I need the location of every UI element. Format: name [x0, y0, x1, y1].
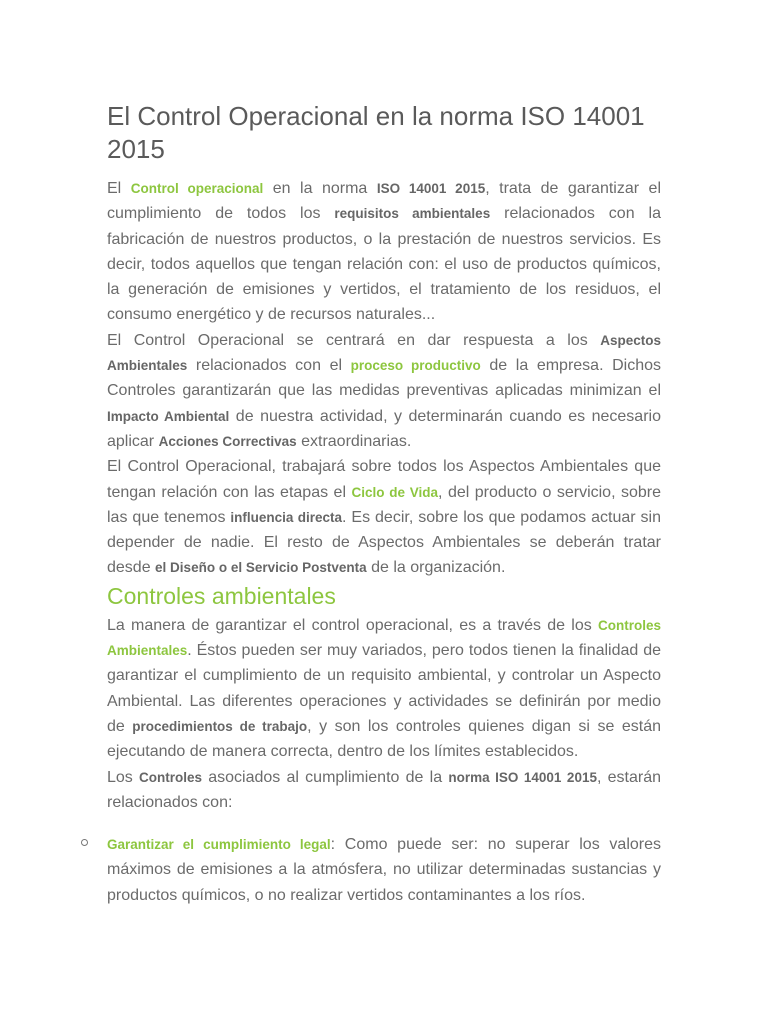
bold-norma-iso: norma ISO 14001 2015 — [448, 769, 597, 785]
bold-influencia-directa: influencia directa — [230, 509, 342, 525]
text-run: extraordinarias. — [296, 432, 412, 450]
bold-iso-norm: ISO 14001 2015 — [376, 181, 486, 196]
bullet-list — [107, 832, 661, 908]
text-run: en la norma — [263, 180, 377, 197]
paragraph-ciclo-vida — [107, 454, 661, 580]
paragraph-relacionados — [107, 765, 661, 816]
bold-acciones-correctivas: Acciones Correctivas — [158, 433, 297, 449]
highlight-control-operacional: Control operacional — [130, 181, 264, 196]
bold-controles: Controles — [139, 769, 203, 785]
bold-procedimientos: procedimientos de trabajo — [132, 718, 308, 734]
text-run: : Como puede ser: no superar los valores máximos de emisiones a la atmósfera, no utilizar determinadas sustancias y productos químicos, o no realizar vertidos contaminantes a los ríos. — [107, 836, 662, 904]
bullet-text — [107, 832, 661, 908]
text-run: El — [107, 180, 131, 197]
hollow-circle-bullet-icon — [81, 839, 88, 846]
highlight-proceso-productivo: proceso productivo — [350, 358, 481, 374]
text-run: El Control Operacional se centrará en dar respuesta a los — [107, 331, 601, 349]
text-run: de la organización. — [366, 559, 506, 577]
bold-diseno-postventa: el Diseño o el Servicio Postventa — [155, 560, 367, 576]
text-run: , estarán relacionados con: — [107, 768, 661, 811]
text-run: relacionados con la fabricación de nuestros productos, o la prestación de nuestros servicios. Es decir, todos aquellos que tengan relación con: el uso de productos químicos, la generación de emisiones y vertidos, el tratamiento de los residuos, el consumo energético y de recursos naturales... — [107, 205, 661, 324]
bold-aspectos-ambientales: Aspectos Ambientales — [107, 332, 661, 374]
text-run: , y son los controles quienes digan si se están ejecutando de manera correcta, dentro de los límites establecidos. — [107, 717, 661, 761]
paragraph-intro — [107, 176, 661, 328]
page-title: El Control Operacional en la norma ISO 14001 2015 — [107, 101, 645, 164]
article-body — [107, 100, 661, 908]
bold-requisitos-ambientales: requisitos ambientales — [334, 206, 491, 222]
paragraph-controles — [107, 613, 661, 765]
text-run: Los — [107, 768, 140, 786]
text-run: La manera de garantizar el control operacional, es a través de los — [107, 616, 598, 634]
highlight-controles-ambientales: Controles Ambientales — [107, 617, 661, 659]
text-run: asociados al cumplimiento de la — [202, 768, 449, 786]
section-heading-controles: Controles ambientales — [107, 582, 336, 609]
text-run: de la empresa. Dichos Controles garantizarán que las medidas preventivas aplicadas minimizan el — [107, 357, 662, 400]
paragraph-aspectos — [107, 328, 661, 454]
text-run: . Éstos pueden ser muy variados, pero todos tienen la finalidad de garantizar el cumplimiento de un requisito ambiental, y controlar un Aspecto Ambiental. Las diferentes operaciones y actividades se definirán por medio de — [107, 642, 661, 735]
bold-impacto-ambiental: Impacto Ambiental — [107, 408, 230, 424]
text-run: El Control Operacional, trabajará sobre todos los Aspectos Ambientales que tengan relación con las etapas el — [107, 458, 661, 501]
text-run: relacionados con el — [187, 357, 351, 375]
highlight-ciclo-de-vida: Ciclo de Vida — [351, 484, 439, 500]
text-run: de nuestra actividad, y determinarán cuando es necesario aplicar — [107, 407, 661, 450]
text-run: , del producto o servicio, sobre las que tenemos — [107, 483, 662, 526]
text-run: , trata de garantizar el cumplimiento de todos los — [107, 180, 662, 223]
list-item — [107, 832, 661, 908]
highlight-garantizar-cumplimiento: Garantizar el cumplimiento legal — [107, 837, 331, 853]
text-run: . Es decir, sobre los que podamos actuar sin depender de nadie. El resto de Aspectos Ambientales se deberán tratar desde — [107, 508, 661, 577]
